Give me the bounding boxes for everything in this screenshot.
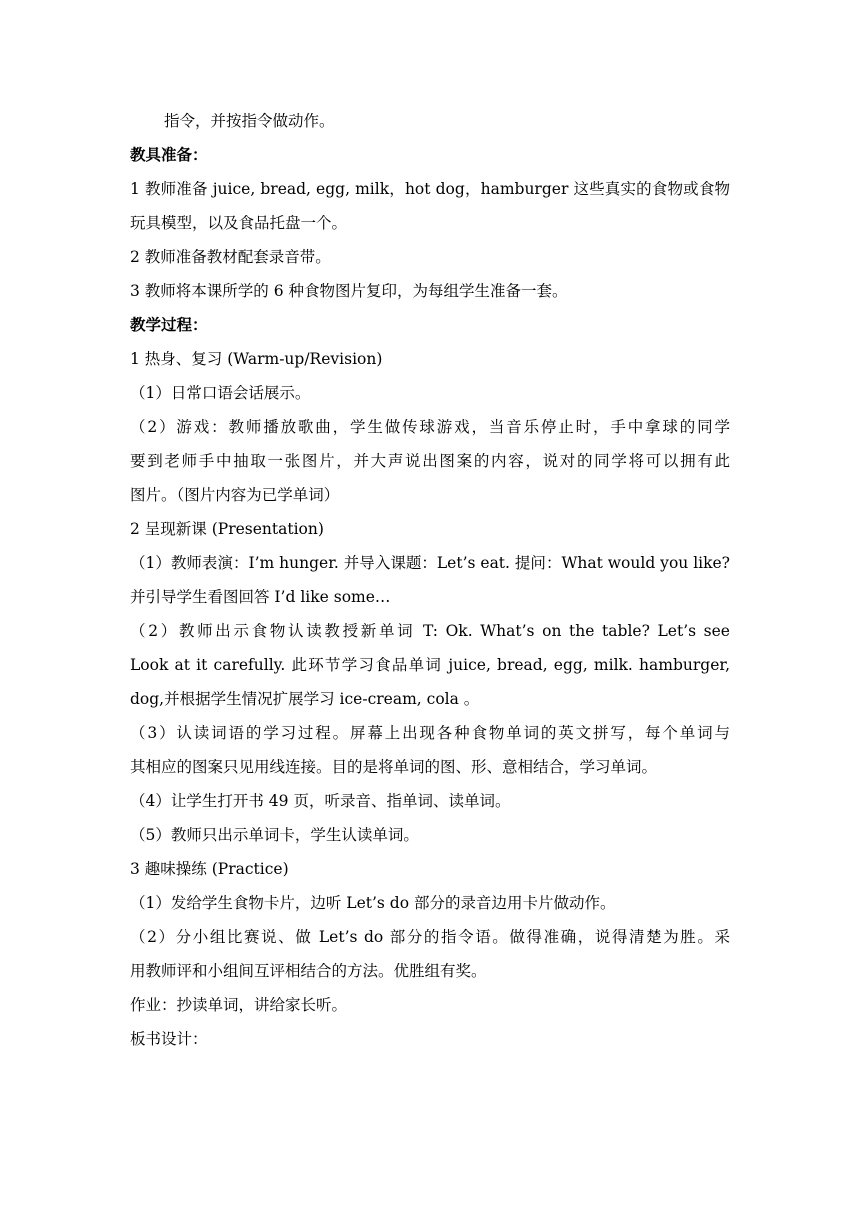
heading-teaching-aids: 教具准备：: [130, 145, 208, 164]
text-line-aid-2: 2 教师准备教材配套录音带。: [130, 248, 331, 266]
text-line-board-design: 板书设计：: [130, 1030, 208, 1048]
text-line-practice-2-cont: 用教师评和小组间互评相结合的方法。优胜组有奖。: [130, 962, 487, 980]
text-line-presentation-3-cont: 其相应的图案只见用线连接。目的是将单词的图、形、意相结合，学习单词。: [130, 758, 658, 776]
text-line-presentation-1: （1）教师表演：I’m hunger. 并导入课题：Let’s eat. 提问：What would you like?: [130, 554, 730, 572]
text-line-warm-up-2-cont: 要到老师手中抽取一张图片，并大声说出图案的内容，说对的同学将可以拥有此: [130, 452, 730, 470]
text-line-practice-2: （2）分小组比赛说、做 Let’s do 部分的指令语。做得准确，说得清楚为胜。采: [130, 928, 730, 946]
text-line-aid-3: 3 教师将本课所学的 6 种食物图片复印，为每组学生准备一套。: [130, 282, 568, 300]
text-line-aid-1: 1 教师准备 juice, bread, egg, milk，hot dog，hamburger 这些真实的食物或食物: [130, 180, 730, 198]
text-line-warm-up-2: （2）游戏：教师播放歌曲，学生做传球游戏，当音乐停止时，手中拿球的同学: [130, 418, 730, 436]
text-line-practice-1: （1）发给学生食物卡片，边听 Let’s do 部分的录音边用卡片做动作。: [130, 894, 616, 912]
section-practice: 3 趣味操练 (Practice): [130, 860, 289, 878]
heading-teaching-process: 教学过程：: [130, 315, 208, 334]
text-line-homework: 作业：抄读单词，讲给家长听。: [130, 996, 348, 1014]
text-line-warm-up-2-end: 图片。（图片内容为已学单词）: [130, 486, 340, 504]
text-line-presentation-2-end: dog,并根据学生情况扩展学习 ice-cream, cola 。: [130, 690, 480, 708]
section-warm-up: 1 热身、复习 (Warm-up/Revision): [130, 350, 383, 368]
text-line-presentation-1-cont: 并引导学生看图回答 I’d like some…: [130, 588, 391, 606]
section-presentation: 2 呈现新课 (Presentation): [130, 520, 324, 538]
text-line-presentation-2: （2）教师出示食物认读教授新单词 T: Ok. What’s on the table? Let’s see: [130, 622, 730, 640]
text-line-presentation-4: （4）让学生打开书 49 页，听录音、指单词、读单词。: [130, 792, 511, 810]
text-line-presentation-3: （3）认读词语的学习过程。屏幕上出现各种食物单词的英文拼写，每个单词与: [130, 724, 730, 742]
text-line-warm-up-1: （1）日常口语会话展示。: [130, 384, 311, 402]
text-line-aid-1-cont: 玩具模型，以及食品托盘一个。: [130, 214, 348, 232]
text-line-presentation-5: （5）教师只出示单词卡，学生认读单词。: [130, 826, 419, 844]
text-line-presentation-2-cont: Look at it carefully. 此环节学习食品单词 juice, bread, egg, milk. hamburger,: [130, 656, 730, 674]
text-line-continuation: 指令，并按指令做动作。: [164, 112, 335, 130]
document-page: [130, 104, 730, 1056]
